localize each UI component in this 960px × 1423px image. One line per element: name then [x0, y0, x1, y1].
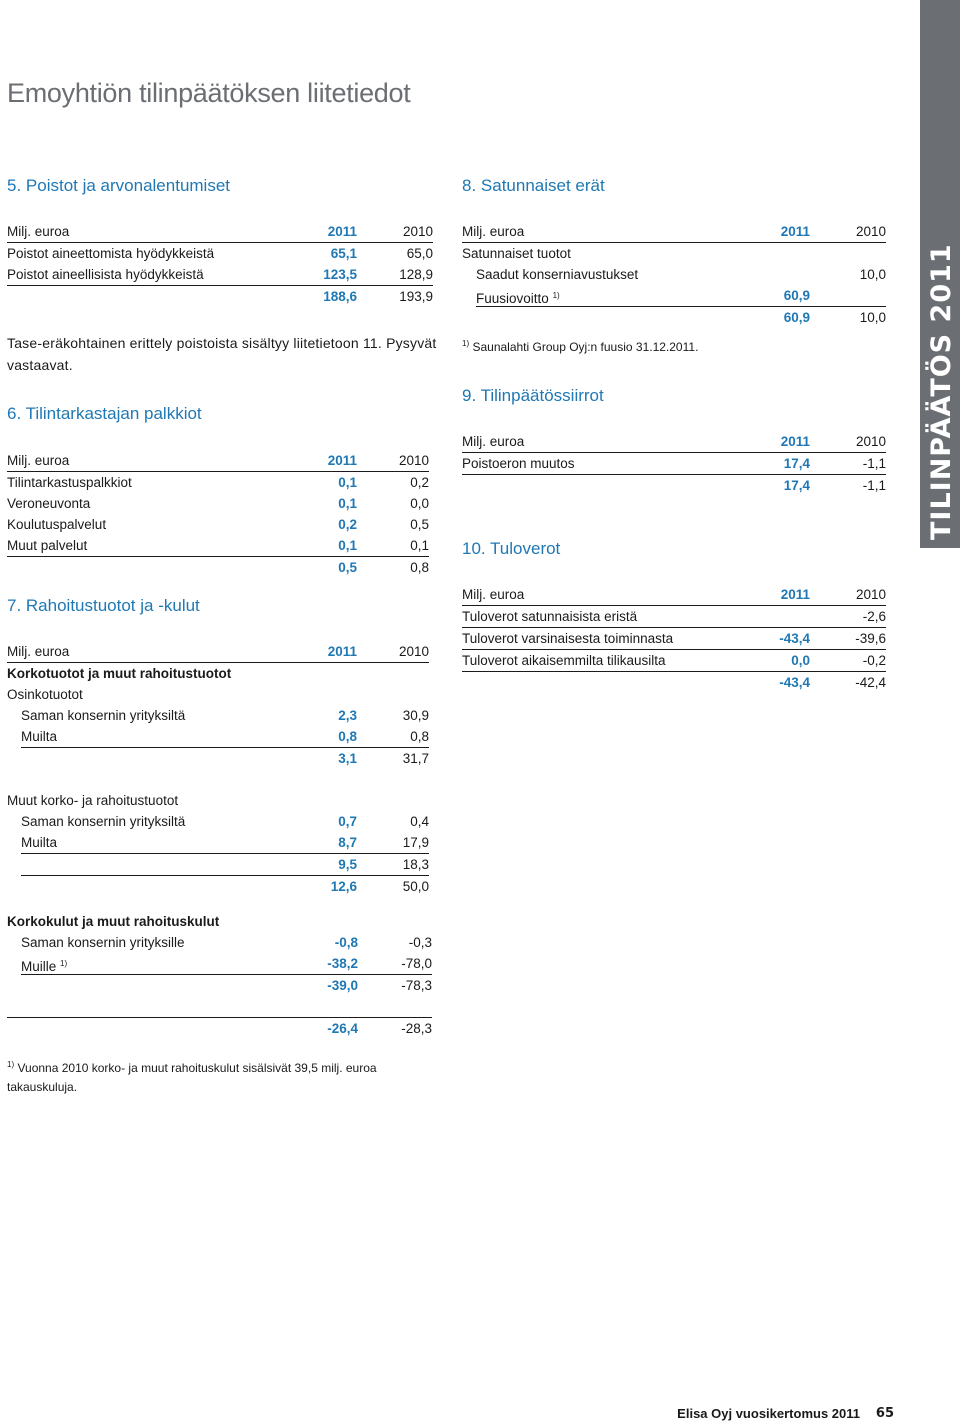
table-header — [462, 431, 886, 453]
header-label: Milj. euroa — [7, 644, 70, 659]
value-2010: -78,3 — [401, 978, 432, 993]
table-row-total — [462, 475, 886, 496]
value-2010: 0,1 — [410, 538, 429, 553]
section-7-title: 7. Rahoitustuotot ja -kulut — [7, 596, 200, 615]
value-2011: -26,4 — [327, 1021, 358, 1036]
table-row — [7, 472, 429, 493]
header-year-2010: 2010 — [855, 434, 886, 449]
value-2010: 0,5 — [410, 517, 429, 532]
table-row — [21, 953, 432, 975]
value-2010: 31,7 — [402, 751, 429, 766]
value-2011: 60,9 — [783, 288, 810, 303]
header-year-2011: 2011 — [780, 434, 810, 449]
table-subheading — [7, 790, 429, 811]
table-row — [7, 264, 433, 286]
footnote-mark: 1) — [7, 1060, 15, 1069]
section-7-table — [7, 641, 429, 769]
row-label: Tilintarkastuspalkkiot — [7, 475, 132, 490]
table-header — [7, 641, 429, 663]
table-row — [476, 285, 886, 307]
row-heading: Korkokulut ja muut rahoituskulut — [7, 914, 220, 929]
footer-text: Elisa Oyj vuosikertomus 2011 — [677, 1406, 860, 1421]
value-2011: 2,3 — [338, 708, 357, 723]
section-8-footnote — [462, 334, 698, 357]
header-year-2010: 2010 — [398, 453, 429, 468]
table-row — [462, 606, 886, 628]
value-2010: 0,4 — [410, 814, 429, 829]
row-subheading: Osinkotuotot — [7, 687, 83, 702]
section-10-title: 10. Tuloverot — [462, 539, 561, 558]
value-2011: -0,8 — [334, 935, 358, 950]
table-row-total — [462, 672, 886, 693]
row-label: Saman konsernin yrityksille — [21, 935, 185, 950]
row-label: Koulutuspalvelut — [7, 517, 107, 532]
value-2010: -1,1 — [862, 456, 886, 471]
header-year-2010: 2010 — [855, 224, 886, 239]
table-row-total — [7, 748, 429, 769]
value-2011: -38,2 — [327, 956, 358, 971]
value-2010: 0,8 — [410, 560, 429, 575]
value-2011: 9,5 — [338, 857, 357, 872]
page-number: 65 — [875, 1406, 894, 1421]
section-9-title: 9. Tilinpäätössiirrot — [462, 386, 604, 405]
footnote-text: Vuonna 2010 korko- ja muut rahoituskulut sisälsivät 39,5 milj. euroa takauskuluja. — [7, 1061, 377, 1094]
value-2010: -78,0 — [401, 956, 432, 971]
table-row — [7, 811, 429, 832]
table-row — [21, 726, 429, 748]
row-subheading: Satunnaiset tuotot — [462, 246, 571, 261]
section-8-title: 8. Satunnaiset erät — [462, 176, 605, 195]
table-header — [462, 221, 886, 243]
table-subheading — [7, 663, 429, 684]
row-label: Tuloverot varsinaisesta toiminnasta — [462, 631, 674, 646]
section-7-grand-total — [7, 1017, 432, 1039]
table-header — [7, 450, 429, 472]
row-label — [21, 953, 67, 977]
footnote-ref: 1) — [552, 291, 560, 300]
value-2010: 0,2 — [410, 475, 429, 490]
row-label: Poistot aineettomista hyödykkeistä — [7, 246, 215, 261]
value-2011: 17,4 — [783, 456, 810, 471]
row-label: Muilta — [21, 835, 58, 850]
value-2010: -39,6 — [855, 631, 886, 646]
table-row — [7, 493, 429, 514]
row-label: Tuloverot aikaisemmilta tilikausilta — [462, 653, 666, 668]
value-2010: -0,3 — [408, 935, 432, 950]
section-6-title: 6. Tilintarkastajan palkkiot — [7, 404, 202, 423]
value-2011: 0,8 — [338, 729, 357, 744]
header-label: Milj. euroa — [462, 224, 525, 239]
header-year-2010: 2010 — [398, 644, 429, 659]
value-2010: -42,4 — [855, 675, 886, 690]
row-label — [476, 285, 560, 309]
row-label: Tuloverot satunnaisista eristä — [462, 609, 638, 624]
row-label: Saman konsernin yrityksiltä — [21, 708, 186, 723]
section-5-table — [7, 221, 433, 307]
table-row — [7, 535, 429, 557]
section-6-table — [7, 450, 429, 578]
table-row — [462, 453, 886, 475]
value-2010: 30,9 — [402, 708, 429, 723]
value-2010: 10,0 — [859, 310, 886, 325]
value-2010: -0,2 — [862, 653, 886, 668]
table-row-subtotal — [21, 854, 429, 876]
table-subheading — [7, 684, 429, 705]
value-2010: -2,6 — [862, 609, 886, 624]
table-row — [7, 932, 432, 953]
table-row-grand-total — [7, 1018, 432, 1039]
value-2011: 17,4 — [783, 478, 810, 493]
row-label: Saman konsernin yrityksiltä — [21, 814, 186, 829]
section-5-title: 5. Poistot ja arvonalentumiset — [7, 176, 231, 195]
footnote-ref: 1) — [60, 959, 68, 968]
table-row-total — [462, 307, 886, 328]
value-2011: 0,1 — [338, 496, 357, 511]
value-2011: 188,6 — [323, 289, 357, 304]
header-year-2010: 2010 — [402, 224, 433, 239]
table-row — [462, 628, 886, 650]
header-label: Milj. euroa — [462, 587, 525, 602]
table-row — [7, 243, 433, 264]
value-2011: -43,4 — [779, 631, 810, 646]
table-row-total — [7, 557, 429, 578]
row-label: Veroneuvonta — [7, 496, 91, 511]
header-year-2011: 2011 — [780, 587, 810, 602]
value-2010: 65,0 — [406, 246, 433, 261]
section-8-table — [462, 221, 886, 328]
header-year-2011: 2011 — [327, 224, 357, 239]
value-2010: 0,8 — [410, 729, 429, 744]
table-row — [462, 650, 886, 672]
table-header — [462, 584, 886, 606]
table-row — [7, 705, 429, 726]
row-heading: Korkotuotot ja muut rahoitustuotot — [7, 666, 232, 681]
value-2010: 0,0 — [410, 496, 429, 511]
section-10-table — [462, 584, 886, 693]
value-2010: -1,1 — [862, 478, 886, 493]
table-row-total — [7, 286, 433, 307]
value-2010: 18,3 — [402, 857, 429, 872]
side-tab — [920, 0, 960, 548]
value-2011: 0,0 — [791, 653, 810, 668]
row-label: Poistoeron muutos — [462, 456, 575, 471]
value-2010: 193,9 — [399, 289, 433, 304]
table-row-total — [7, 876, 429, 897]
table-row — [21, 832, 429, 854]
section-7-costs-table — [7, 911, 432, 996]
value-2011: -39,0 — [327, 978, 358, 993]
value-2011: 3,1 — [338, 751, 357, 766]
header-year-2010: 2010 — [855, 587, 886, 602]
value-2011: 60,9 — [783, 310, 810, 325]
footnote-text: Saunalahti Group Oyj:n fuusio 31.12.2011. — [472, 340, 699, 354]
table-header — [7, 221, 433, 243]
value-2010: 50,0 — [402, 879, 429, 894]
row-label: Muilta — [21, 729, 58, 744]
footnote-mark: 1) — [462, 339, 470, 348]
header-label: Milj. euroa — [7, 224, 70, 239]
value-2010: 128,9 — [399, 267, 433, 282]
row-label-text: Fuusiovoitto — [476, 291, 549, 306]
table-row — [7, 514, 429, 535]
row-label-text: Muille — [21, 959, 57, 974]
section-9-table — [462, 431, 886, 496]
value-2011: 0,7 — [338, 814, 357, 829]
value-2011: 8,7 — [338, 835, 357, 850]
table-row-total — [7, 975, 432, 996]
row-subheading: Muut korko- ja rahoitustuotot — [7, 793, 179, 808]
section-7-footnote — [7, 1055, 417, 1097]
value-2011: 0,1 — [338, 538, 357, 553]
value-2010: 10,0 — [859, 267, 886, 282]
value-2010: 17,9 — [402, 835, 429, 850]
header-year-2011: 2011 — [780, 224, 810, 239]
row-label: Muut palvelut — [7, 538, 88, 553]
section-7-table-continued — [7, 790, 429, 897]
row-label: Saadut konserniavustukset — [476, 267, 639, 282]
header-label: Milj. euroa — [462, 434, 525, 449]
table-subheading — [7, 911, 432, 932]
page-title: Emoyhtiön tilinpäätöksen liitetiedot — [7, 78, 411, 108]
header-year-2011: 2011 — [327, 453, 357, 468]
section-5-text: Tase-eräkohtainen erittely poistoista sisältyy liitetietoon 11. Pysyvät vastaavat. — [7, 335, 437, 373]
value-2011: 65,1 — [330, 246, 357, 261]
header-label: Milj. euroa — [7, 453, 70, 468]
value-2011: 12,6 — [330, 879, 357, 894]
value-2011: 0,5 — [338, 560, 357, 575]
table-subheading — [462, 243, 886, 264]
header-year-2011: 2011 — [327, 644, 357, 659]
side-tab-label: TILINPÄÄTÖS 2011 — [926, 243, 957, 540]
value-2011: 0,1 — [338, 475, 357, 490]
value-2011: -43,4 — [779, 675, 810, 690]
value-2011: 123,5 — [323, 267, 357, 282]
value-2011: 0,2 — [338, 517, 357, 532]
value-2010: -28,3 — [401, 1021, 432, 1036]
row-label: Poistot aineellisista hyödykkeistä — [7, 267, 204, 282]
table-row — [462, 264, 886, 285]
